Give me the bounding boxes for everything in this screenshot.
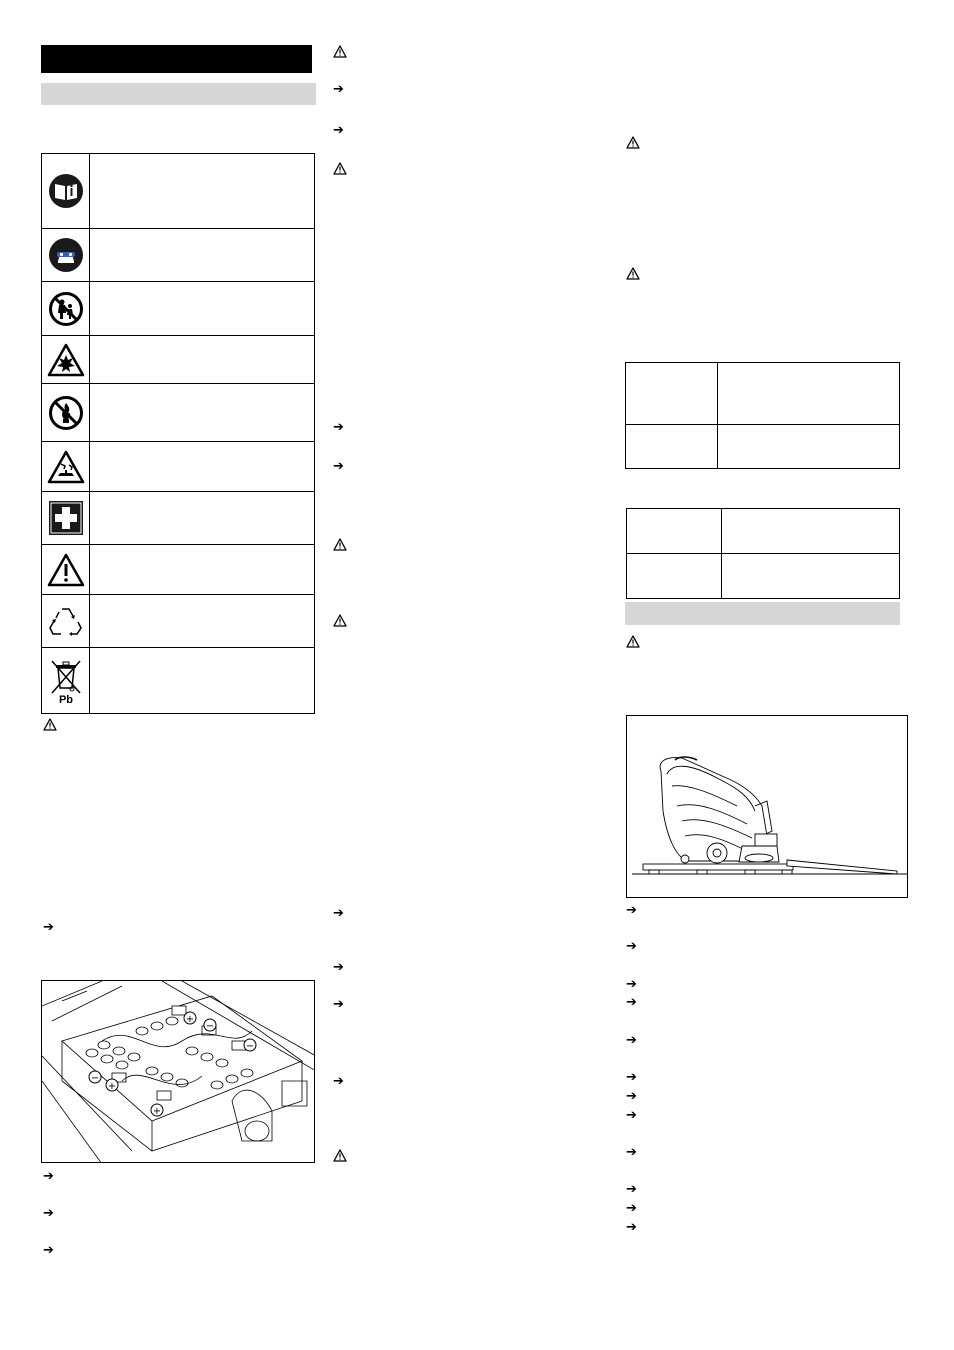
first-aid-icon (48, 500, 84, 536)
manual-info-icon (48, 173, 84, 209)
eye-protection-icon (48, 237, 84, 273)
table-row (626, 363, 899, 425)
minus-terminal-label: − (205, 1021, 215, 1032)
bullet-arrow: ➔ (626, 977, 637, 992)
bullet-arrow: ➔ (43, 1169, 54, 1184)
table-row (42, 442, 314, 492)
machine-unloading-figure (626, 715, 908, 898)
battery-compartment-figure (41, 980, 315, 1163)
bullet-arrow: ➔ (333, 420, 344, 435)
bullet-arrow: ➔ (43, 1243, 54, 1258)
acid-burn-icon (47, 450, 85, 484)
warning-icon (626, 635, 640, 648)
warning-icon (333, 538, 347, 551)
plus-terminal-label: + (152, 1106, 162, 1117)
bullet-arrow: ➔ (333, 1074, 344, 1089)
bullet-arrow: ➔ (43, 1206, 54, 1221)
table-row (42, 282, 314, 336)
table-row (626, 425, 899, 470)
table-row (42, 336, 314, 384)
warning-icon (333, 614, 347, 627)
bullet-arrow: ➔ (333, 906, 344, 921)
warning-icon (333, 1149, 347, 1162)
crossed-bin-pb-icon (48, 658, 84, 704)
table-row (42, 545, 314, 595)
bullet-arrow: ➔ (626, 1108, 637, 1123)
spec-table-1 (625, 362, 900, 469)
bullet-arrow: ➔ (626, 1033, 637, 1048)
table-row (42, 229, 314, 282)
bullet-arrow: ➔ (333, 960, 344, 975)
explosion-hazard-icon (47, 343, 85, 377)
bullet-arrow: ➔ (626, 903, 637, 918)
bullet-arrow: ➔ (626, 1089, 637, 1104)
section-title-bar (41, 45, 312, 73)
spec-table-2 (626, 508, 900, 599)
bullet-arrow: ➔ (626, 1145, 637, 1160)
bullet-arrow: ➔ (626, 939, 637, 954)
table-row (42, 384, 314, 442)
warning-icon (626, 136, 640, 149)
bullet-arrow: ➔ (626, 1070, 637, 1085)
minus-terminal-label: − (245, 1041, 255, 1052)
general-warning-icon (47, 553, 85, 587)
recycling-icon (47, 603, 85, 639)
bullet-arrow: ➔ (626, 1220, 637, 1235)
pb-label: Pb (58, 694, 73, 704)
table-row (627, 554, 899, 600)
warning-icon (43, 718, 57, 731)
warning-icon (333, 162, 347, 175)
table-row (627, 509, 899, 554)
bullet-arrow: ➔ (333, 459, 344, 474)
subsection-title-bar (41, 83, 316, 105)
battery-illustration (42, 981, 315, 1163)
bullet-arrow: ➔ (626, 995, 637, 1010)
no-fire-icon (48, 395, 84, 431)
table-row (42, 154, 314, 229)
safety-symbols-table (41, 153, 315, 714)
table-row (42, 595, 314, 648)
table-row (42, 492, 314, 545)
bullet-arrow: ➔ (333, 82, 344, 97)
warning-icon (333, 45, 347, 58)
scrubber-machine-illustration (627, 716, 908, 898)
bullet-arrow: ➔ (333, 123, 344, 138)
warning-icon (626, 267, 640, 280)
plus-terminal-label: + (107, 1081, 117, 1092)
plus-terminal-label: + (185, 1014, 195, 1025)
bullet-arrow: ➔ (43, 920, 54, 935)
keep-children-away-icon (48, 291, 84, 327)
bullet-arrow: ➔ (626, 1182, 637, 1197)
table-row (42, 648, 314, 714)
subsection-title-bar (625, 602, 900, 625)
bullet-arrow: ➔ (333, 997, 344, 1012)
bullet-arrow: ➔ (626, 1201, 637, 1216)
minus-terminal-label: − (90, 1073, 100, 1084)
